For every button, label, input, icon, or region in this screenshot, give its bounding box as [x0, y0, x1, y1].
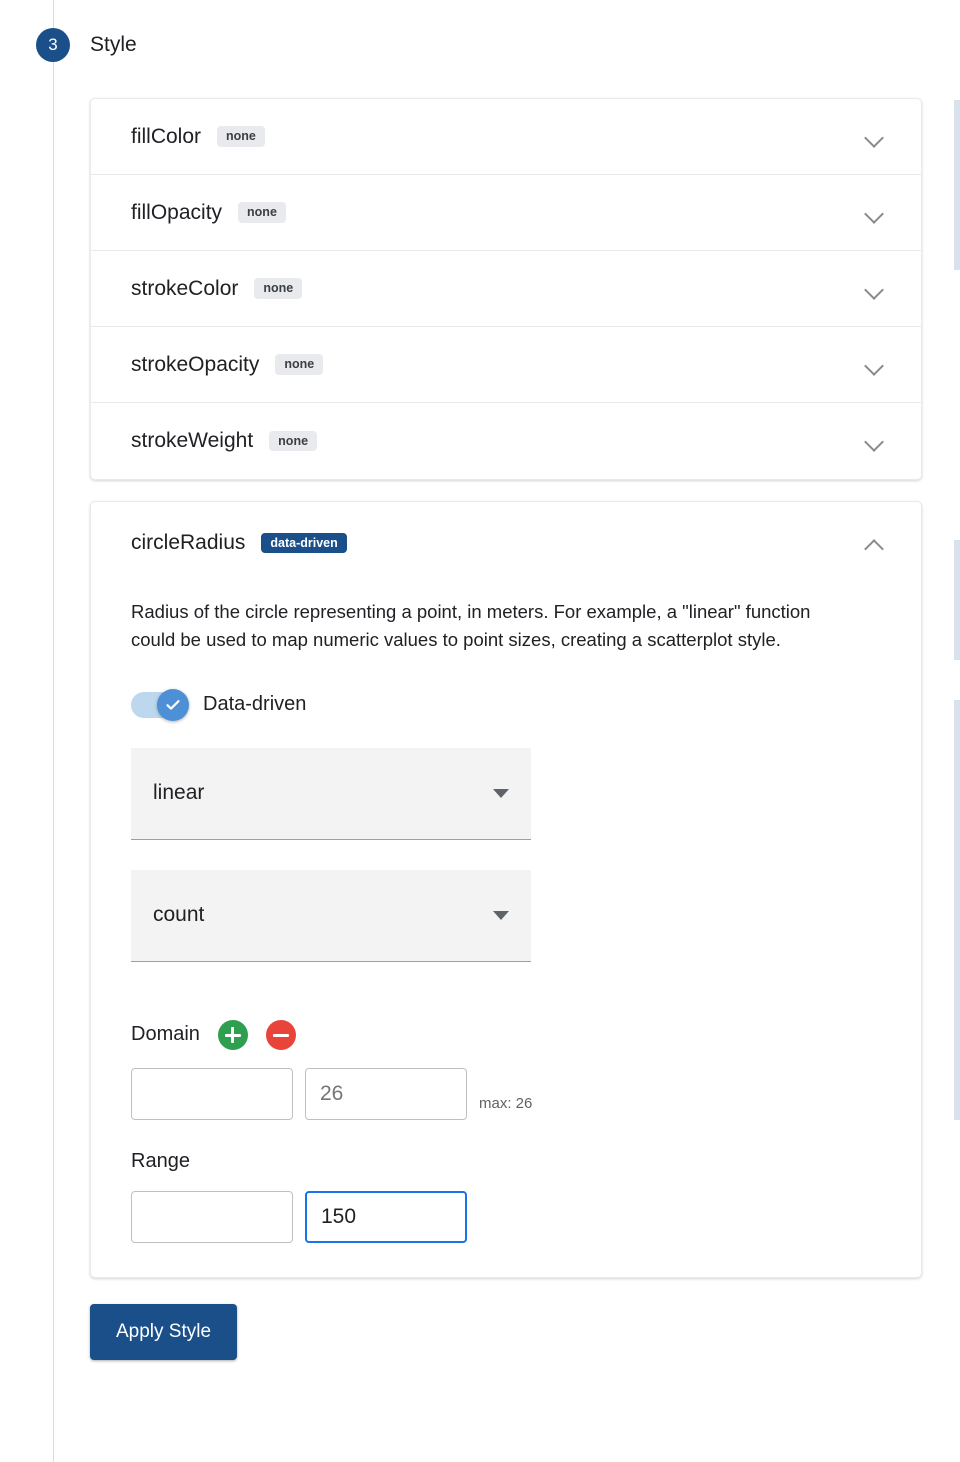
scroll-edge-hint	[954, 700, 960, 1120]
property-name: strokeOpacity	[131, 352, 260, 376]
property-status-chip: none	[238, 202, 286, 223]
chevron-down-icon[interactable]	[863, 125, 887, 149]
scroll-edge-hint	[954, 100, 960, 270]
domain-max-input[interactable]	[305, 1068, 467, 1120]
style-panel	[90, 98, 922, 1360]
property-status-chip: none	[269, 431, 317, 452]
chevron-down-icon[interactable]	[863, 277, 887, 301]
domain-header	[131, 1020, 881, 1050]
data-driven-toggle[interactable]	[131, 692, 187, 718]
domain-inputs	[131, 1068, 881, 1120]
domain-min-input[interactable]	[131, 1068, 293, 1120]
add-domain-button[interactable]	[218, 1020, 248, 1050]
stepper-rail	[53, 0, 54, 1462]
property-body	[91, 598, 921, 1243]
property-description: Radius of the circle representing a point, in meters. For example, a "linear" function could be used to map numeric values to point sizes, creating a scatterplot style.	[131, 601, 811, 650]
scroll-edge-hint	[954, 540, 960, 660]
property-status-chip: none	[275, 354, 323, 375]
chevron-down-icon[interactable]	[863, 429, 887, 453]
apply-style-button[interactable]: Apply Style	[90, 1304, 237, 1360]
function-select[interactable]	[131, 748, 531, 840]
plus-icon	[225, 1027, 241, 1043]
property-name: strokeWeight	[131, 429, 254, 452]
data-driven-label: Data-driven	[203, 693, 307, 715]
page-title: Style	[90, 33, 137, 56]
column-select[interactable]	[131, 870, 531, 962]
column-select-value: count	[153, 903, 205, 926]
range-inputs	[131, 1191, 881, 1243]
property-status-chip: none	[217, 126, 265, 147]
chevron-up-icon[interactable]	[863, 531, 887, 555]
domain-max-note: max: 26	[479, 1094, 533, 1112]
range-min-input[interactable]	[131, 1191, 293, 1243]
step-number-badge: 3	[36, 28, 70, 62]
property-status-chip: data-driven	[261, 533, 346, 554]
range-max-input[interactable]	[305, 1191, 467, 1243]
property-row-strokeOpacity[interactable]	[91, 327, 921, 403]
remove-domain-button[interactable]	[266, 1020, 296, 1050]
property-card-circleRadius	[90, 501, 922, 1278]
property-row-fillOpacity[interactable]	[91, 175, 921, 251]
chevron-down-icon[interactable]	[863, 353, 887, 377]
style-properties-card	[90, 98, 922, 480]
function-select-value: linear	[153, 781, 205, 804]
step-header	[0, 28, 137, 62]
property-status-chip: none	[254, 278, 302, 299]
chevron-down-icon	[493, 911, 509, 920]
property-row-circleRadius[interactable]	[91, 502, 921, 584]
chevron-down-icon[interactable]	[863, 201, 887, 225]
property-name: fillColor	[131, 124, 202, 148]
toggle-knob	[157, 689, 189, 721]
property-name: fillOpacity	[131, 200, 223, 224]
minus-icon	[273, 1027, 289, 1043]
property-name: circleRadius	[131, 531, 246, 554]
property-row-strokeColor[interactable]	[91, 251, 921, 327]
data-driven-toggle-row	[131, 692, 881, 718]
domain-label: Domain	[131, 1023, 200, 1045]
property-name: strokeColor	[131, 276, 239, 300]
property-row-strokeWeight[interactable]	[91, 403, 921, 479]
property-row-fillColor[interactable]	[91, 99, 921, 175]
range-label: Range	[131, 1149, 190, 1172]
chevron-down-icon	[493, 789, 509, 798]
